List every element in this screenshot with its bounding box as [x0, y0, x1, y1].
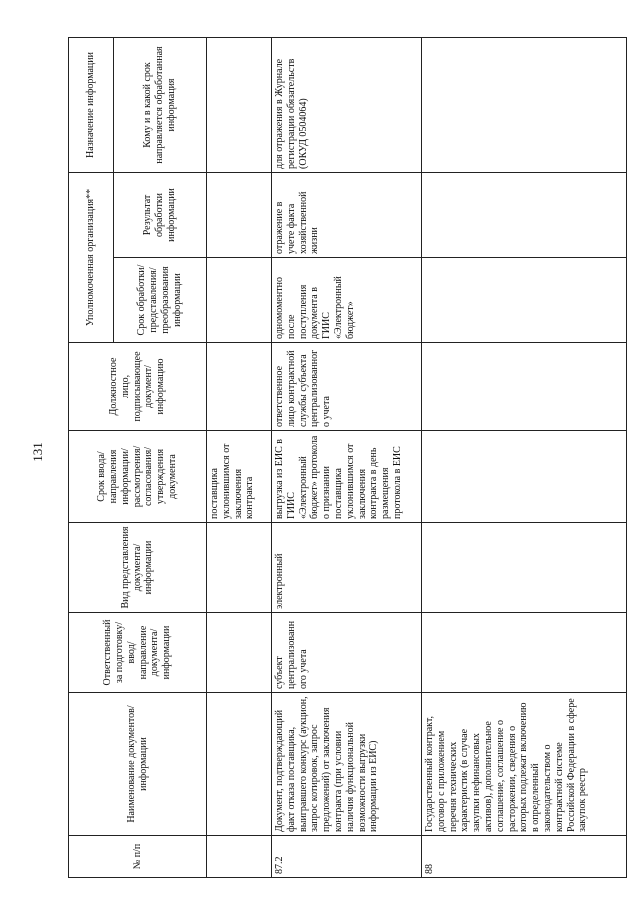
cell-purpose-whom — [422, 37, 627, 172]
cell-auth-deadline — [422, 258, 627, 343]
cell-official — [207, 343, 272, 431]
cell-name: Государственный контракт, договор с приложением перечня технических характеристик (в случае закупки нефинансовых активов), дополнительное соглашение, соглашение о расторжении, сведения о которых подлежат включению в определенный законодательством о контрактной системе Российской Федерации в сфере закупок реестр — [422, 693, 627, 836]
document-table — [68, 37, 627, 878]
cell-form — [207, 523, 272, 613]
table-row — [207, 37, 272, 877]
header-auth-deadline: Срок обработки/ представления/ преобразования информации — [114, 258, 207, 343]
cell-responsible — [422, 613, 627, 693]
header-row-1 — [69, 37, 114, 877]
cell-auth-result — [422, 172, 627, 257]
cell-responsible — [207, 613, 272, 693]
cell-deadline: выгрузка из ЕИС в ГИИС «Электронный бюджет» протокола о признании поставщика уклонившимся от заключения контракта в день размещения протокола в ЕИС — [272, 431, 422, 523]
header-purpose: Назначение информации — [69, 37, 114, 172]
header-deadline: Срок ввода/ направления информации/ рассмотрения/ согласования/ утверждения документа — [69, 431, 207, 523]
cell-name: Документ, подтверждающий факт отказа поставщика, выигравшего конкурс (аукцион, запрос котировок, запрос предложений) от заключения контракта (при условии наличия функциональной возможности выгрузки информации из ЕИС) — [272, 693, 422, 836]
page-number: 131 — [30, 442, 45, 462]
cell-num: 87.2 — [272, 836, 422, 878]
cell-purpose-whom — [207, 37, 272, 172]
header-official: Должностное лицо, подписывающее документ/ информацию — [69, 343, 207, 431]
header-form: Вид представления документа/ информации — [69, 523, 207, 613]
cell-purpose-whom: для отражения в Журнале регистрации обязательств (ОКУД 0504064) — [272, 37, 422, 172]
header-purpose-whom: Кому и в какой срок направляется обработанная информация — [114, 37, 207, 172]
table-row — [422, 37, 627, 877]
header-responsible: Ответственный за подготовку/ ввод/ направление документа/ информации — [69, 613, 207, 693]
cell-official: ответственное лицо контрактной службы субъекта централизованного учета — [272, 343, 422, 431]
cell-official — [422, 343, 627, 431]
cell-num — [207, 836, 272, 878]
cell-name — [207, 693, 272, 836]
cell-deadline — [422, 431, 627, 523]
cell-auth-result — [207, 172, 272, 257]
header-num: № п/п — [69, 836, 207, 878]
table-row — [272, 37, 422, 877]
cell-num: 88 — [422, 836, 627, 878]
cell-auth-deadline: одномоментно после поступления документа в ГИИС «Электронный бюджет» — [272, 258, 422, 343]
header-auth-result: Результат обработки информации — [114, 172, 207, 257]
rotated-table-container — [68, 38, 640, 878]
cell-auth-deadline — [207, 258, 272, 343]
header-authorized: Уполномоченная организация** — [69, 172, 114, 342]
header-name: Наименование документов/информации — [69, 693, 207, 836]
cell-responsible: субъект централизованного учета — [272, 613, 422, 693]
cell-auth-result: отражение в учете факта хозяйственной жизни — [272, 172, 422, 257]
cell-deadline: поставщика уклонившимся от заключения контракта — [207, 431, 272, 523]
cell-form: электронный — [272, 523, 422, 613]
cell-form — [422, 523, 627, 613]
